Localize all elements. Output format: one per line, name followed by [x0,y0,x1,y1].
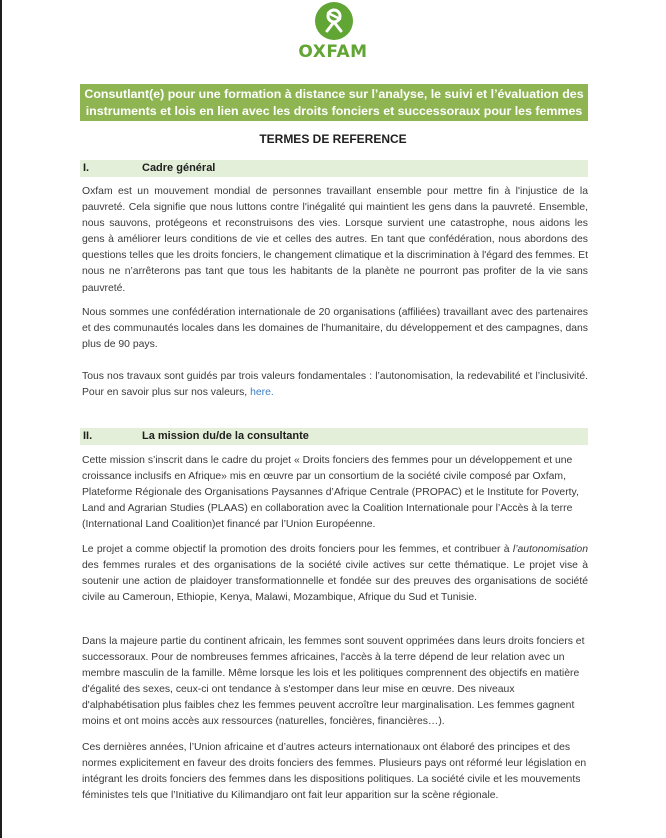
section-number: I. [83,162,90,174]
section-heading-cadre-general [80,160,588,177]
paragraph-values [82,369,588,401]
section-heading-mission [80,428,588,445]
section-title: Cadre général [142,162,216,174]
objective-text-before: Le projet a comme objectif la promotion des droits fonciers pour les femmes, et contribuer à [82,544,513,555]
values-text: Tous nos travaux sont guidés par trois valeurs fondamentales : l’autonomisation, la redevabilité et l’inclusivité. Pour en savoir plus sur nos valeurs, [82,371,588,399]
objective-text-after: des femmes rurales et des organisations de la société civile actives sur cette thématique. Le projet vise à soutenir une action de plaidoyer transformationnelle et fondée sur des preuves des organisations de société civile au Cameroun, Ethiopie, Kenya, Malawi, Mozambique, Afrique du Sud et Tunisie. [82,560,588,604]
title-banner [80,84,588,121]
banner-line-2: instruments et lois en lien avec les droits fonciers et successoraux pour les femmes [85,104,583,118]
paragraph-project-objective [82,542,588,606]
paragraph-confederation: Nous sommes une confédération internationale de 20 organisations (affiliées) travaillant avec des partenaires et des communautés locales dans les domaines de l'humanitaire, du développement et des campagnes, dans plus de 90 pays. [82,307,588,351]
brand-name: OXFAM [298,42,368,62]
paragraph-oxfam-intro: Oxfam est un mouvement mondial de personnes travaillant ensemble pour mettre fin à l'injustice de la pauvreté. Cela signifie que nous luttons contre l'inégalité qui maintient les gens dans la pauvreté. Ensemble, nous sauvons, protégeons et reconstruisons des vies. Lorsque survient une catastrophe, nous aidons les gens à améliorer leurs conditions de vie et celles des autres. En tant que confédération, nous abordons des questions telles que les droits fonciers, le changement climatique et la discrimination à l'égard des femmes. Et nous ne n’arrêterons pas tant que tous les habitants de la planète ne pourront pas profiter de la vie sans pauvreté. [82,186,588,294]
paragraph-recent-developments: Ces dernières années, l’Union africaine et d’autres acteurs internationaux ont élaboré des principes et des normes explicitement en faveur des droits fonciers des femmes. Plusieurs pays ont réformé leur législation en intégrant les droits fonciers des femmes dans les dispositions politiques. La société civile et les mouvements féministes tels que l’Initiative du Kilimandjaro ont fait leur apparition sur la scène régionale. [82,742,587,802]
section-title: La mission du/de la consultante [142,430,309,442]
objective-italic: l’autonomisation [512,544,588,555]
section-number: II. [83,430,93,442]
banner-line-1: Consutlant(e) pour une formation à distance sur l’analyse, le suivi et l’évaluation des [84,87,584,101]
oxfam-figure-icon [315,2,353,40]
values-link[interactable]: here. [250,387,274,399]
oxfam-logo [315,2,353,40]
paragraph-africa-context: Dans la majeure partie du continent africain, les femmes sont souvent opprimées dans leurs droits fonciers et successoraux. Pour de nombreuses femmes africaines, l'accès à la terre dépend de leur relation avec un membre masculin de la famille. Même lorsque les lois et les politiques comprennent des objectifs en matière d'égalité des sexes, ceux-ci ont tendance à s'estomper dans leur mise en œuvre. Des niveaux d'alphabétisation plus faibles chez les femmes peuvent accroître leur marginalisation. Les femmes gagnent moins et ont moins accès aux ressources (naturelles, foncières, financières…). [82,636,585,728]
paragraph-mission-context: Cette mission s’inscrit dans le cadre du projet « Droits fonciers des femmes pour un développement et une croissance inclusifs en Afrique» mis en œuvre par un consortium de la société civile composé par Oxfam, Plateforme Régionale des Organisations Paysannes d’Afrique Centrale (PROPAC) et le Institute for Poverty, Land and Agrarian Studies (PLAAS) en collaboration avec la Coalition Internationale pour l’Accès à la terre (International Land Coalition)et financé par l’Union Européenne. [82,455,579,531]
document-title: TERMES DE REFERENCE [259,132,407,146]
